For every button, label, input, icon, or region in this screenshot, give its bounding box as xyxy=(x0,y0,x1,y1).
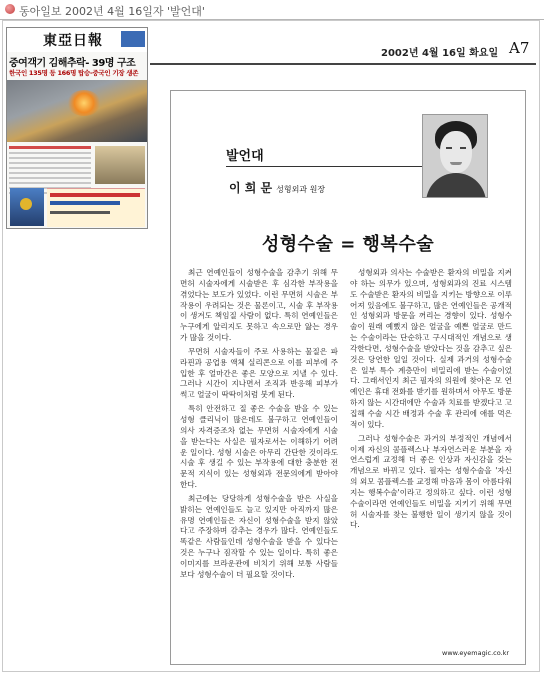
header-rule xyxy=(150,63,536,65)
author-title: 성형외과 원장 xyxy=(276,185,326,194)
website-link[interactable]: www.eyemagic.co.kr xyxy=(442,649,510,657)
thumbnail-fire xyxy=(67,90,101,116)
thumbnail-ad xyxy=(47,188,145,227)
author-portrait xyxy=(422,114,488,198)
paragraph: 특히 안전하고 질 좋은 수술을 받을 수 있는 성형 클리닉이 많은데도 불구하고 연예인들이 의사 자격증조차 없는 무면허 시술자에게 시술을 받는다는 사실은 필자로서는 이해하기 어려운 일이다. 성형 시술은 아무리 간단한 것이라도 시술 후 생길 수 있는 부작용에 대한 충분한 전문적 지식이 있는 성형외과 전문의에게 받아야 한다. xyxy=(180,404,338,490)
bullet-icon xyxy=(5,4,15,14)
author-name: 이 희 문 xyxy=(229,181,273,195)
thumbnail-ad-image xyxy=(10,188,44,226)
page-date: 2002년 4월 16일 화요일 xyxy=(381,48,499,59)
thumbnail-masthead xyxy=(7,28,147,52)
paragraph: 최근 연예인들이 성형수술을 감추기 위해 무면허 시술자에게 시술받은 후 심각한 부작용을 겪었다는 보도가 있었다. 이런 무면허 시술은 부작용이 우려되는 것은 물론이고, 시술 후 부작용이 생겨도 책임질 사람이 없다. 특히 연예인들은 누구에게 알리지도 못하고 속으로만 앓는 경우가 많을 것이다. xyxy=(180,268,338,343)
column-name: 발언대 xyxy=(226,149,264,164)
top-bar xyxy=(0,0,544,20)
article-column-right xyxy=(350,268,512,630)
front-page-thumbnail[interactable] xyxy=(6,27,148,229)
thumbnail-side-photo xyxy=(95,146,145,184)
byline xyxy=(229,177,325,196)
article-title: 성형수술 = 행복수술 xyxy=(261,234,435,255)
paragraph: 무면허 시술자들이 주로 사용하는 물질은 파라핀과 공업용 액체 실리콘으로 이를 피부에 주입한 후 얼마간은 좋은 모양으로 지낼 수 있다. 그러나 시간이 지나면서 조직과 반응해 피부가 썩고 얼굴이 딱딱이처럼 붓게 된다. xyxy=(180,346,338,400)
paragraph: 성형외과 의사는 수술받은 환자의 비밀을 지켜야 하는 의무가 있으며, 성형외과의 진료 시스템도 수술받은 환자의 비밀을 지키는 방향으로 이루어져 있음에도 불구하고, 많은 연예인들은 공개적인 성형외과 방문을 꺼리는 경향이 있다. 성형수술이 원래 예뻤지 않은 얼굴을 예쁜 얼굴로 만드는 수술이라는 단순하고 구시대적인 개념으로 생각한다면, 성형수술을 받았다는 것을 감추고 싶은 것은 당연한 일일 것이다. 실제 과거의 성형수술은 일부 특수 계층만이 비밀리에 받는 수술이었다. 그래서인지 최근 필자의 의원에 찾아온 모 연예인은 휴대 전화를 받기를 원하며서 아무도 방문하지 않는 시간대에만 수술과 치료를 받겠다고 고집해 수술 시간 배정과 수술 후 관리에 애를 먹은 적이 있다. xyxy=(350,268,512,429)
column-name-rule xyxy=(226,166,422,167)
thumbnail-ad-block xyxy=(121,31,145,47)
newspaper-logo: 東亞日報 xyxy=(43,33,103,49)
thumbnail-headline: 중여객기 김해추락- 39명 구조 xyxy=(9,58,136,69)
breadcrumb: 동아일보 2002년 4월 16일자 '발언대' xyxy=(19,5,205,18)
paragraph: 최근에는 당당하게 성형수술을 받은 사실을 밝히는 연예인들도 늘고 있지만 아직까지 많은 유명 연예인들은 자신이 성형수술을 받지 않았다고 주장하며 감추는 경우가 많다. 연예인들도 똑같은 사람들인데 성형수술을 받을 수 있다는 것은 누구나 짐작할 수 있는 일이다. 특히 좋은 이미지를 브라운관에 비치기 위해 보통 사람들보다 성형수술이 더 필요할 것이다. xyxy=(180,493,338,579)
thumbnail-subhead: 한국인 135명 등 166명 탑승-중국인 기장 생존 xyxy=(9,69,139,77)
article-column-left xyxy=(180,268,338,650)
page-number: A7 xyxy=(509,39,530,57)
paragraph: 그러나 성형수술은 과거의 부정적인 개념에서 이제 자신의 콤플렉스나 부자연스러운 부분을 자연스럽게 교정해 더 좋은 인상과 자신감을 갖는 개념으로 바뀌고 있다. 필자는 성형수술을 '자신의 외모 콤플렉스를 교정해 마음과 몸이 아름다워지는 행복수술'이라고 정의하고 싶다. 이런 성형수술이라면 연예인들도 비밀을 지키기 위해 무면허 시술자를 찾는 불행한 일이 생기지 않을 것이다. xyxy=(350,433,512,530)
